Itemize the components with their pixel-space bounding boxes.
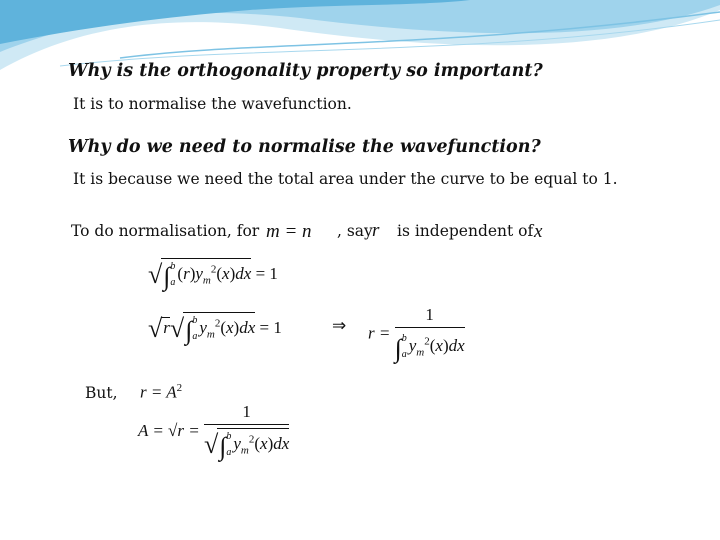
normalisation-intro: To do normalisation, for [71,222,260,240]
a-equals-equation: A = √r = 1 √∫ b a $y_m^2(x)dx$ [138,402,290,461]
equation-1: √∫ b a $(r)y_m^2(x)dx = 1$ [148,259,278,291]
variable-r: r [372,220,380,241]
condition-m-equals-n: m = n [266,221,312,242]
independent-text: is independent of [397,222,534,240]
implies-arrow: ⇒ [332,316,347,335]
question-orthogonality: Why is the orthogonality property so important? [68,61,543,81]
answer-normalise: It is to normalise the wavefunction. [73,95,352,113]
say-text: , say [337,222,373,240]
r-result-equation: r = 1 ∫ b a $y_m^2(x)dx$ [368,305,465,363]
answer-total-area: It is because we need the total area under the curve to be equal to 1. [73,170,618,188]
question-why-normalise: Why do we need to normalise the wavefunction? [68,137,541,157]
but-label: But, [85,384,118,402]
equation-2: √r√∫ b a $y_m^2(x)dx = 1$ [148,313,282,345]
variable-x: x [534,221,543,242]
r-equals-a-squared: $r = A^2$ [140,382,183,402]
